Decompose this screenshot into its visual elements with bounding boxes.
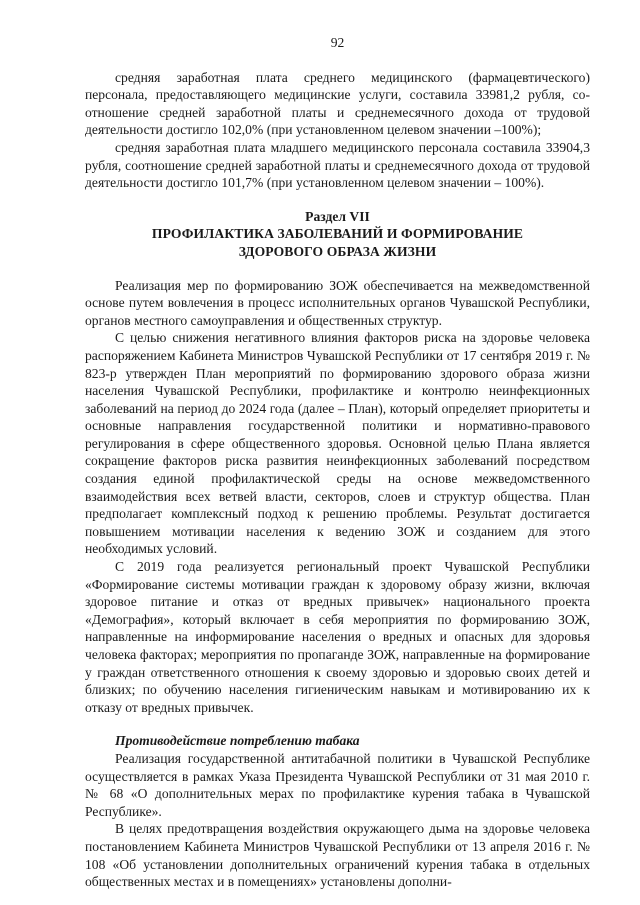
section-label: Раздел VII <box>305 208 370 224</box>
page-number: 92 <box>330 35 345 50</box>
subsection-paragraph-1: Реализация государственной антитабачной политики в Чувашской Республике осуществляется в рамках Указа Президента Чувашской Республики от 31 мая 2010 г. № 68 «О дополнительных мерах по профилактике курения табака в Чувашской Республике». <box>85 750 590 819</box>
subsection-heading: Противодействие потреблению табака <box>115 733 360 749</box>
section-heading <box>85 208 590 261</box>
body-paragraph-2: С целью снижения негативного влияния факторов риска на здоровье человека распоряжением Кабинета Министров Чувашской Республики от 17 сентября 2019 г. № 823-р утвержден План мероприятий по формированию здорового образа жизни населения Чувашской Республики, профилактике и контролю неинфекционных заболеваний на период до 2024 года (далее – План), который определяет приоритеты и основные направления государственной политики и нормативно-правового регулирования в сфере общественного здоровья. Основной целью Плана является сокращение факторов риска развития неинфекционных заболеваний посредством создания единой профилактической среды на основе межведомственного взаимодействия всех ветвей власти, секторов, слоев и структур общества. План предполагает комплексный подход к решению проблемы. Результат достигается повышением мотивации населения к ведению ЗОЖ и созданием для этого необходимых условий. <box>85 330 590 557</box>
subsection-paragraph-2: В целях предотвращения воздействия окружающего дыма на здоровье человека постановлением Кабинета Министров Чувашской Республики от 13 апреля 2016 г. № 108 «Об установлении дополнительных ограничений курения табака в отдельных общественных местах и в помещениях» установлены дополни- <box>85 821 590 890</box>
intro-paragraph-1: средняя заработная плата среднего медицинского (фармацевтического) персонала, предоставляющего медицинские услуги, составила 33981,2 рубля, соотношение средней заработной платы и среднемесячного дохода от трудовой деятельности достигло 102,0% (при установленном целевом значении –100%); <box>85 69 590 138</box>
section-title-line-2: ЗДОРОВОГО ОБРАЗА ЖИЗНИ <box>238 243 437 259</box>
body-paragraph-1: Реализация мер по формированию ЗОЖ обеспечивается на межведомственной основе путем вовлечения в процесс исполнительных органов Чувашской Республики, органов местного самоуправления и общественных структур. <box>85 277 590 328</box>
body-paragraph-3: С 2019 года реализуется региональный проект Чувашской Республики «Формирование системы мотивации граждан к здоровому образу жизни, включая здоровое питание и отказ от вредных привычек» национального проекта «Демография», который включает в себя мероприятия по формированию ЗОЖ, направленные на информирование населения о вредных и опасных для здоровья человека факторах; мероприятия по пропаганде ЗОЖ, направленные на формирование у граждан ответственного отношения к своему здоровью и здоровью своих детей и близких; по обучению населения гигиеническим навыкам и мотивированию их к отказу от вредных привычек. <box>85 559 590 715</box>
section-title-line-1: ПРОФИЛАКТИКА ЗАБОЛЕВАНИЙ И ФОРМИРОВАНИЕ <box>151 226 524 242</box>
intro-paragraph-2: средняя заработная плата младшего медицинского персонала составила 33904,3 рубля, соотношение средней заработной платы и среднемесячного дохода от трудовой деятельности достигло 101,7% (при установленном целевом значении – 100%). <box>85 139 590 191</box>
